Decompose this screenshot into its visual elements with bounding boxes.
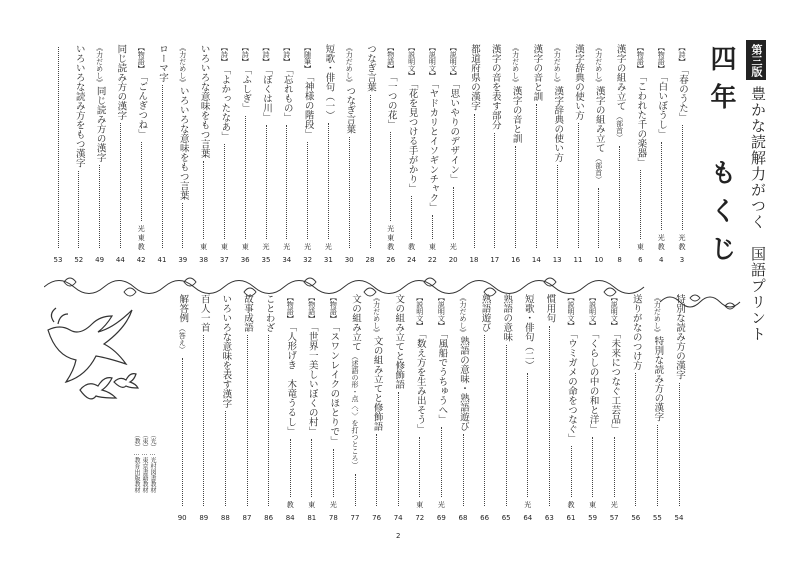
decorative-vine-small	[660, 290, 750, 314]
textbook-mark: 光	[262, 243, 270, 250]
textbook-mark: 教	[137, 243, 146, 250]
entry-title: 文の組み立てと修飾語	[393, 294, 405, 389]
entry-title: いろいろな意味をもつ言葉	[198, 44, 210, 158]
toc-entry	[654, 44, 668, 266]
entry-title: 特別な読み方の漢字	[652, 336, 664, 422]
entry-page-number: 76	[372, 514, 382, 522]
entry-page-number: 84	[285, 514, 295, 522]
entry-page-number: 72	[415, 514, 425, 522]
leader-dots	[411, 196, 412, 239]
entry-title: 熟語の意味・熟語遊び	[458, 336, 469, 431]
textbook-mark: 東	[199, 243, 208, 250]
entry-tag: 《力だめし》	[553, 44, 562, 86]
toc-entry	[629, 294, 643, 524]
entry-tag: 【説明文】	[407, 44, 416, 79]
toc-entry	[370, 294, 384, 524]
entry-title: 「白いぼうし」	[656, 72, 668, 139]
entry-page-number: 57	[609, 514, 619, 522]
entry-tag: 【詩】	[241, 44, 250, 65]
entry-tag: 【物語】	[636, 44, 645, 72]
entry-subtitle: （部首）	[615, 112, 624, 141]
entry-subtitle: （述語の形・点〈、〉を打つところ）	[351, 353, 359, 469]
entry-page-number: 34	[282, 256, 292, 264]
toc-entry	[301, 44, 315, 266]
entry-page-number: 78	[328, 514, 338, 522]
entry-title: 「風船でうちゅうへ」	[436, 329, 448, 424]
page-number: 2	[396, 532, 401, 540]
toc-entry	[550, 44, 564, 266]
textbook-mark: 光	[678, 234, 686, 241]
entry-title: 文の組み立て	[350, 294, 361, 351]
textbook-mark: 教	[567, 501, 575, 508]
entry-title: 熟語の意味	[501, 294, 513, 342]
entry-title: 「ごんぎつね」	[136, 72, 148, 139]
entry-title: 「神様の階段」	[302, 72, 314, 139]
textbook-mark: 光	[657, 234, 666, 241]
toc-entry	[218, 294, 232, 524]
leader-dots	[536, 104, 537, 248]
leader-dots	[311, 439, 312, 497]
legend-tokyoshoseki: （東）…東京書籍教材	[141, 432, 148, 493]
entry-title: 百人一首	[198, 294, 210, 332]
entry-tag: 【説明文】	[567, 294, 575, 329]
entry-page-number: 39	[178, 256, 188, 264]
entry-title: 特別な読み方の漢字	[674, 294, 685, 380]
toc-entry	[175, 294, 189, 524]
textbook-mark: 光	[437, 501, 446, 508]
leader-dots	[578, 123, 579, 248]
entry-tag: 【詩】	[678, 44, 686, 65]
entry-page-number: 32	[303, 256, 313, 264]
entry-page-number: 55	[652, 514, 662, 522]
leader-dots	[682, 125, 683, 230]
entry-title: 同じ読み方の漢字	[115, 44, 127, 120]
leader-dots	[376, 434, 377, 506]
entry-title: 「数え方を生み出そう」	[414, 329, 426, 434]
entry-page-number: 35	[261, 256, 271, 264]
leader-dots	[549, 326, 550, 507]
entry-title: 漢字辞典の使い方	[552, 86, 564, 162]
entry-page-number: 26	[386, 256, 396, 264]
leader-dots	[614, 437, 615, 498]
textbook-mark: 光	[137, 225, 146, 232]
toc-entry	[405, 44, 419, 266]
entry-title: 「一つの花」	[385, 72, 397, 129]
toc-entry	[672, 294, 686, 524]
entry-title: 同じ読み方の漢字	[94, 86, 106, 162]
entry-title: 漢字辞典の使い方	[573, 44, 584, 120]
entry-page-number: 49	[95, 256, 105, 264]
entry-subtitle: （部首）	[594, 154, 603, 183]
leader-dots	[571, 446, 572, 497]
entry-tag: 《力だめし》	[511, 44, 520, 86]
leader-dots	[224, 144, 225, 239]
entry-page-number: 13	[552, 256, 562, 264]
leader-dots	[225, 411, 226, 506]
entry-tag: 【説明文】	[437, 294, 446, 329]
leader-dots	[307, 142, 308, 240]
entry-title: 慣用句	[544, 294, 556, 323]
entry-tag: 【説明文】	[428, 44, 437, 79]
entry-title: 「ウミガメの命をつなぐ」	[566, 329, 577, 443]
entry-title: いろいろな読み方をもつ漢字	[73, 44, 85, 168]
toc-entry	[529, 44, 543, 266]
leader-dots	[494, 133, 495, 249]
entry-tag: 《力だめし》	[372, 294, 381, 336]
toc-entry	[391, 294, 405, 524]
entry-page-number: 53	[53, 256, 63, 264]
entry-page-number: 74	[393, 514, 403, 522]
entry-title: 「ふしぎ」	[240, 65, 252, 113]
entry-title: 短歌・俳句（二）	[522, 294, 534, 370]
textbook-mark: 光	[303, 243, 312, 250]
toc-entry	[176, 44, 190, 266]
entry-tag: 《力だめし》	[459, 294, 467, 336]
leader-dots	[245, 116, 246, 240]
textbook-mark: 光	[523, 501, 532, 508]
leader-dots	[203, 335, 204, 506]
entry-page-number: 28	[365, 256, 375, 264]
toc-entry	[521, 294, 535, 524]
toc-entry	[564, 294, 578, 524]
toc-entry	[413, 294, 427, 524]
entry-page-number: 86	[264, 514, 274, 522]
entry-page-number: 66	[480, 514, 490, 522]
leader-dots	[619, 146, 620, 249]
entry-title: 「よかったなあ」	[219, 65, 231, 141]
leader-dots	[182, 203, 183, 248]
toc-entry	[305, 294, 319, 524]
leader-dots	[419, 437, 420, 498]
textbook-mark: 教	[386, 243, 395, 250]
textbook-mark: 東	[636, 243, 645, 250]
entry-page-number: 38	[199, 256, 209, 264]
leader-dots	[120, 123, 121, 248]
leader-dots	[432, 215, 433, 239]
entry-tag: 【説明文】	[415, 294, 424, 329]
toc-entry	[240, 294, 254, 524]
leader-dots	[203, 161, 204, 239]
toc-entry	[51, 44, 65, 266]
entry-tag: 《力だめし》	[653, 294, 662, 336]
leader-dots	[247, 335, 248, 506]
entry-title: 文の組み立てと修飾語	[371, 336, 383, 431]
entry-page-number: 54	[674, 514, 684, 522]
entry-page-number: 89	[199, 514, 209, 522]
entry-tag: 【物語】	[329, 294, 338, 322]
entry-title: 漢字の音と訓	[510, 86, 522, 143]
leader-dots	[333, 449, 334, 498]
entry-page-number: 14	[531, 256, 541, 264]
leader-dots	[266, 125, 267, 239]
leader-dots	[58, 47, 59, 248]
entry-page-number: 17	[490, 256, 500, 264]
edition-badge: 第三版	[746, 40, 766, 80]
toc-entry	[675, 44, 689, 266]
textbook-mark: 東	[307, 501, 316, 508]
toc-entry	[384, 44, 398, 266]
textbook-mark: 光	[386, 225, 395, 232]
page-title: 四年 もくじ	[706, 45, 736, 273]
textbook-mark: 東	[220, 243, 229, 250]
toc-entry	[134, 44, 148, 266]
textbook-mark: 光	[282, 243, 291, 250]
entry-page-number: 65	[501, 514, 511, 522]
entry-page-number: 87	[242, 514, 252, 522]
entry-tag: 【詩】	[282, 44, 291, 65]
leader-dots	[640, 170, 641, 239]
entry-page-number: 44	[115, 256, 125, 264]
textbook-mark: 教	[678, 243, 686, 250]
toc-entry	[478, 294, 492, 524]
leader-dots	[635, 373, 636, 506]
leader-dots	[390, 132, 391, 221]
textbook-mark: 東	[428, 243, 437, 250]
entry-title: 送りがなのつけ方	[630, 294, 642, 370]
entry-title: 漢字の音を表す部分	[489, 44, 501, 130]
entry-tag: 【説明文】	[588, 294, 597, 329]
entry-title: 「ぼくは川」	[261, 65, 272, 122]
toc-entry	[93, 44, 107, 266]
toc-entry	[197, 44, 211, 266]
toc-entry	[363, 44, 377, 266]
entry-page-number: 10	[594, 256, 604, 264]
entry-tag: 【詩】	[220, 44, 229, 65]
leader-dots	[661, 142, 662, 231]
textbook-mark: 光	[329, 501, 338, 508]
toc-entry	[321, 44, 335, 266]
textbook-mark: 教	[286, 501, 295, 508]
leader-dots	[286, 125, 287, 239]
toc-entry	[262, 294, 276, 524]
textbook-mark: 光	[610, 501, 619, 508]
entry-subtitle: （答え）	[178, 324, 187, 353]
entry-tag: 【物語】	[307, 294, 316, 322]
toc-entry	[456, 294, 470, 524]
leader-dots	[657, 425, 658, 507]
entry-title: 「未来につなぐ工芸品」	[609, 329, 621, 434]
textbook-mark: 光	[449, 243, 458, 250]
entry-title: ローマ字	[157, 44, 168, 82]
entry-title: 漢字の組み立て	[614, 44, 626, 111]
leader-dots	[328, 123, 329, 239]
entry-title: 短歌・俳句（一）	[323, 44, 335, 120]
toc-entry	[342, 44, 356, 266]
entry-page-number: 42	[136, 256, 146, 264]
entry-title: 「ヤドカリとイソギンチャク」	[427, 79, 439, 212]
toc-entry	[238, 44, 252, 266]
leader-dots	[515, 146, 516, 248]
leader-dots	[268, 335, 269, 506]
textbook-mark: 東	[241, 243, 250, 250]
toc-entry	[542, 294, 556, 524]
leader-dots	[679, 383, 680, 507]
textbook-mark: 教	[657, 243, 666, 250]
entry-page-number: 36	[240, 256, 250, 264]
leader-dots	[453, 187, 454, 240]
leader-dots	[527, 373, 528, 497]
toc-entry	[434, 294, 448, 524]
entry-page-number: 4	[658, 256, 664, 264]
toc-entry	[613, 44, 627, 266]
entry-page-number: 88	[220, 514, 230, 522]
toc-entry	[571, 44, 585, 266]
entry-tag: 《力だめし》	[178, 44, 187, 86]
toc-entry	[113, 44, 127, 266]
leader-dots	[441, 427, 442, 497]
entry-page-number: 77	[350, 514, 360, 522]
entry-title: ことわざ	[263, 294, 275, 332]
entry-tag: 《力だめし》	[594, 44, 603, 86]
toc-entry	[633, 44, 647, 266]
entry-tag: 【物語】	[386, 44, 395, 72]
entry-page-number: 22	[427, 256, 437, 264]
entry-title: 漢字の音と訓	[531, 44, 543, 101]
toc-entry	[592, 44, 606, 266]
entry-page-number: 31	[323, 256, 333, 264]
toc-entry	[259, 44, 273, 266]
toc-entry	[425, 44, 439, 266]
entry-page-number: 61	[566, 514, 576, 522]
leader-dots	[557, 165, 558, 248]
toc-entry	[280, 44, 294, 266]
toc-entry	[446, 44, 460, 266]
toc-entry	[283, 294, 297, 524]
entry-title: 熟語遊び	[479, 294, 491, 332]
leader-dots	[290, 439, 291, 497]
leader-dots	[506, 345, 507, 507]
toc-entry	[488, 44, 502, 266]
toc-entry	[467, 44, 481, 266]
entry-title: 「春のうた」	[677, 65, 688, 122]
entry-page-number: 20	[448, 256, 458, 264]
textbook-mark: 東	[386, 234, 395, 241]
entry-tag: 【物語】	[137, 44, 146, 72]
entry-page-number: 11	[573, 256, 583, 264]
entry-title: 「スワンレイクのほとりで」	[328, 322, 340, 446]
textbook-mark: 教	[407, 243, 416, 250]
textbook-mark: 東	[415, 501, 424, 508]
leader-dots	[370, 95, 371, 249]
entry-tag: 【物語】	[286, 294, 295, 322]
entry-page-number: 37	[219, 256, 229, 264]
textbook-mark: 東	[137, 234, 146, 241]
entry-page-number: 8	[617, 256, 622, 264]
toc-entry	[326, 294, 340, 524]
entry-title: つなぎ言葉	[344, 86, 356, 134]
toc-entry	[217, 44, 231, 266]
entry-title: いろいろな意味をもつ言葉	[177, 86, 189, 200]
entry-tag: 【詩】	[262, 44, 270, 65]
leader-dots	[349, 137, 350, 249]
entry-title: 「思いやりのデザイン」	[448, 79, 460, 184]
leader-dots	[474, 114, 475, 249]
entry-page-number: 56	[631, 514, 641, 522]
decorative-vine	[44, 272, 654, 302]
entry-page-number: 41	[157, 256, 167, 264]
toc-entry	[155, 44, 169, 266]
entry-title: 故事成語	[242, 294, 253, 332]
toc-entry	[650, 294, 664, 524]
entry-tag: 【随筆】	[303, 44, 312, 72]
entry-page-number: 59	[588, 514, 598, 522]
entry-title: つなぎ言葉	[365, 44, 376, 92]
entry-page-number: 30	[344, 256, 354, 264]
leader-dots	[141, 142, 142, 222]
toc-entry	[197, 294, 211, 524]
entry-tag: 【説明文】	[449, 44, 458, 79]
entry-title: 解答例	[177, 294, 189, 323]
leader-dots	[99, 165, 100, 248]
entry-page-number: 69	[436, 514, 446, 522]
entry-page-number: 64	[523, 514, 533, 522]
entry-tag: 《力だめし》	[345, 44, 354, 86]
leader-dots	[182, 358, 183, 507]
leader-dots	[355, 474, 356, 507]
toc-entry	[509, 44, 523, 266]
legend-mitsumura: （光）…光村図書教材	[149, 432, 156, 493]
entry-title: 「忘れもの」	[281, 65, 293, 122]
entry-title: 都道府県の漢字	[469, 44, 480, 111]
entry-title: 漢字の組み立て	[593, 86, 605, 153]
dove-illustration	[40, 300, 150, 410]
leader-dots	[598, 188, 599, 249]
entry-page-number: 63	[544, 514, 554, 522]
textbook-mark: 光	[324, 243, 333, 250]
toc-entry	[348, 294, 362, 524]
legend-kyoikushuppan: （教）…教育出版教材	[133, 432, 140, 493]
toc-entry	[72, 44, 86, 266]
entry-page-number: 3	[679, 256, 685, 264]
textbook-mark: 東	[588, 501, 597, 508]
entry-page-number: 16	[511, 256, 521, 264]
book-title: 豊かな読解力がつく 国語プリント	[749, 86, 767, 342]
leader-dots	[162, 85, 163, 248]
leader-dots	[463, 434, 464, 506]
entry-page-number: 90	[177, 514, 187, 522]
leader-dots	[398, 392, 399, 506]
leader-dots	[484, 335, 485, 506]
toc-entry	[607, 294, 621, 524]
entry-title: 「こわれた千の楽器」	[635, 72, 647, 167]
entry-page-number: 6	[638, 256, 643, 264]
entry-tag: 【物語】	[657, 44, 666, 72]
leader-dots	[78, 171, 79, 249]
entry-tag: 【説明文】	[610, 294, 619, 329]
entry-title: 「人形げき 木竜うるし」	[285, 322, 297, 436]
entry-page-number: 68	[458, 514, 468, 522]
entry-title: 「花を見つける手がかり」	[406, 79, 418, 193]
toc-entry	[586, 294, 600, 524]
leader-dots	[592, 437, 593, 498]
entry-page-number: 81	[307, 514, 317, 522]
entry-page-number: 18	[469, 256, 479, 264]
entry-title: 「世界一美しいぼくの村」	[306, 322, 318, 436]
entry-page-number: 52	[74, 256, 84, 264]
toc-entry	[499, 294, 513, 524]
entry-tag: 《力だめし》	[95, 44, 104, 86]
entry-title: いろいろな意味を表す漢字	[220, 294, 232, 408]
entry-page-number: 24	[407, 256, 417, 264]
entry-title: 「くらしの中の和と洋」	[587, 329, 599, 434]
